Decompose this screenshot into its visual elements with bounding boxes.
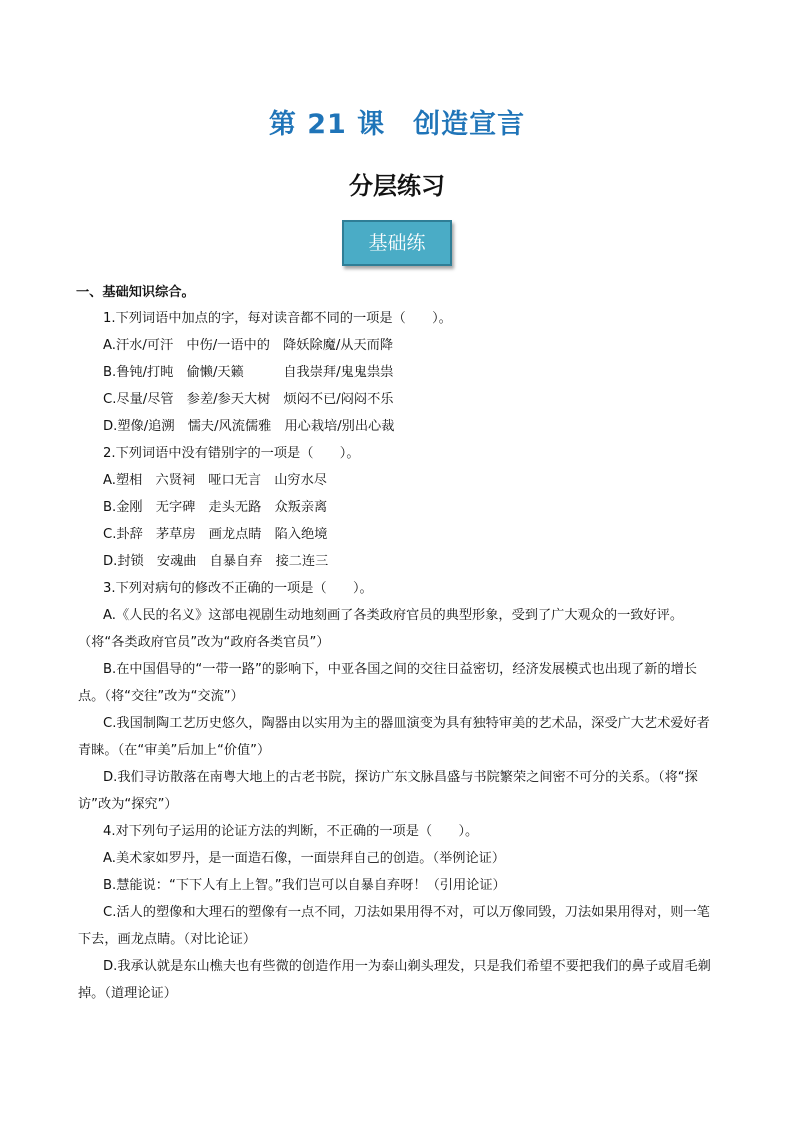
question-4-option-c: C.活人的塑像和大理石的塑像有一点不同，刀法如果用得不对，可以万像同毁，刀法如果用得对，则一笔下去，画龙点睛。（对比论证）: [78, 905, 710, 947]
level-badge: 基础练: [342, 220, 452, 266]
page-subtitle: 分层练习: [349, 171, 445, 200]
question-4-option-d: D.我承认就是东山樵夫也有些微的创造作用一为泰山剃头理发，只是我们希望不要把我们的鼻子或眉毛剃掉。（道理论证）: [78, 959, 711, 1001]
question-2-option-a: A.塑相 六贤祠 哑口无言 山穷水尽: [103, 473, 327, 488]
question-1-option-d: D.塑像/追溯 懦夫/风流儒雅 用心栽培/别出心裁: [103, 419, 395, 434]
question-1-option-b: B.鲁钝/打盹 偷懒/天籁 自我崇拜/鬼鬼祟祟: [103, 365, 394, 380]
question-4-option-a: A.美术家如罗丹，是一面造石像，一面崇拜自己的创造。（举例论证）: [103, 851, 506, 866]
question-3-option-a: A.《人民的名义》这部电视剧生动地刻画了各类政府官员的典型形象，受到了广大观众的一致好评。（将“各类政府官员”改为“政府各类官员”）: [78, 608, 684, 650]
question-3-stem: 3.下列对病句的修改不正确的一项是（ ）。: [103, 581, 373, 596]
question-4-stem: 4.对下列句子运用的论证方法的判断，不正确的一项是（ ）。: [103, 824, 479, 839]
exercise-content: [78, 281, 718, 1007]
question-3-option-b: B.在中国倡导的“一带一路”的影响下，中亚各国之间的交往日益密切，经济发展模式也出现了新的增长点。（将“交往”改为“交流”）: [78, 662, 697, 704]
section-title: 一、基础知识综合。: [76, 285, 195, 300]
question-3-option-c: C.我国制陶工艺历史悠久，陶器由以实用为主的器皿演变为具有独特审美的艺术品，深受广大艺术爱好者青睐。（在“审美”后加上“价值”）: [78, 716, 710, 758]
question-2-option-b: B.金刚 无字碑 走头无路 众叛亲离: [103, 500, 328, 515]
lesson-title: 第 21 课 创造宣言: [268, 109, 526, 140]
question-1-stem: 1.下列词语中加点的字，每对读音都不同的一项是（ ）。: [103, 311, 452, 326]
question-2-stem: 2.下列词语中没有错别字的一项是（ ）。: [103, 446, 360, 461]
question-1-option-a: A.汗水/可汗 中伤/一语中的 降妖除魔/从天而降: [103, 338, 394, 353]
question-2-option-c: C.卦辞 茅草房 画龙点睛 陷入绝境: [103, 527, 328, 542]
question-2-option-d: D.封锁 安魂曲 自暴自弃 接二连三: [103, 554, 329, 569]
question-4-option-b: B.慧能说：“下下人有上上智。”我们岂可以自暴自弃呀！（引用论证）: [103, 878, 506, 893]
question-3-option-d: D.我们寻访散落在南粤大地上的古老书院，探访广东文脉昌盛与书院繁荣之间密不可分的关系。（将“探访”改为“探究”）: [78, 770, 698, 812]
question-1-option-c: C.尽量/尽管 参差/参天大树 烦闷不已/闷闷不乐: [103, 392, 394, 407]
